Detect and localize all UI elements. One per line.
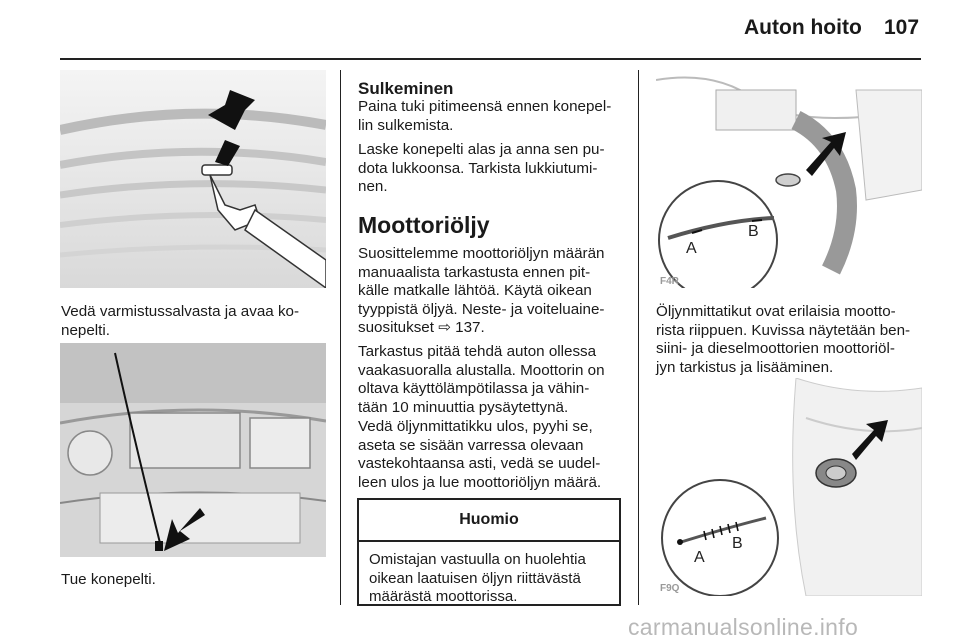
dipstick-max-label: B — [748, 223, 759, 240]
engine-oil-paragraph-2: Tarkastus pitää tehdä auton ollessa vaakasuoralla alustalla. Moottorin on oltava käyttölämpötilassa ja vähin- tään 10 minuuttia pysäytettynä. — [358, 343, 605, 416]
engine-oil-heading: Moottoriöljy — [358, 212, 490, 238]
dipstick-min-label-diesel: A — [694, 549, 705, 566]
closing-paragraph-2: Laske konepelti alas ja anna sen pu- dota lukkoonsa. Tarkista lukkiutumi- nen. — [358, 141, 605, 196]
column-divider-left — [340, 70, 341, 605]
engine-oil-paragraph-1: Suosittelemme moottoriöljyn määrän manuaalista tarkastusta ennen pit- källe matkalle lähtöä. Käytä oikean tyyppistä öljyä. Neste- ja voiteluaine- suositukset ⇨ 137. — [358, 245, 605, 337]
caption-support-hood: Tue konepelti. — [61, 571, 156, 588]
watermark: carmanualsonline.info — [628, 614, 859, 640]
caption-dipstick-types: Öljynmittatikut ovat erilaisia mootto- rista riippuen. Kuvissa näytetään ben- siini- ja dieselmoottorien moottoriöl- jyn tarkistus ja lisääminen. — [656, 303, 911, 376]
dipstick-max-label-diesel: B — [732, 535, 743, 552]
page-number: 107 — [884, 16, 920, 39]
engine-oil-paragraph-3: Vedä öljynmittatikku ulos, pyyhi se, aseta se sisään varressa olevaan vastekohtaansa asti, vedä se uudel- leen ulos ja lue moottoriöljyn määrä. — [358, 418, 602, 491]
header-rule — [60, 58, 921, 60]
caption-open-hood: Vedä varmistussalvasta ja avaa ko- nepelti. — [61, 303, 300, 339]
hood-latch-illustration — [60, 70, 326, 288]
column-divider-right — [638, 70, 639, 605]
section-title: Auton hoito — [744, 16, 862, 39]
notice-box — [357, 498, 621, 606]
closing-heading: Sulkeminen — [358, 79, 454, 98]
dipstick-min-label: A — [686, 240, 697, 257]
hood-support-rod-illustration — [60, 343, 326, 557]
dipstick-illustration-diesel — [656, 378, 922, 596]
notice-title: Huomio — [359, 500, 619, 542]
dipstick-illustration-petrol — [656, 70, 922, 288]
figure-code-f4r: F4R — [660, 276, 679, 287]
closing-paragraph-1: Paina tuki pitimeensä ennen konepel- lin sulkemista. — [358, 98, 612, 134]
figure-code-f9q: F9Q — [660, 583, 680, 594]
notice-body: Omistajan vastuulla on huolehtia oikean laatuisen öljyn riittävästä määrästä moottorissa. — [369, 551, 586, 606]
